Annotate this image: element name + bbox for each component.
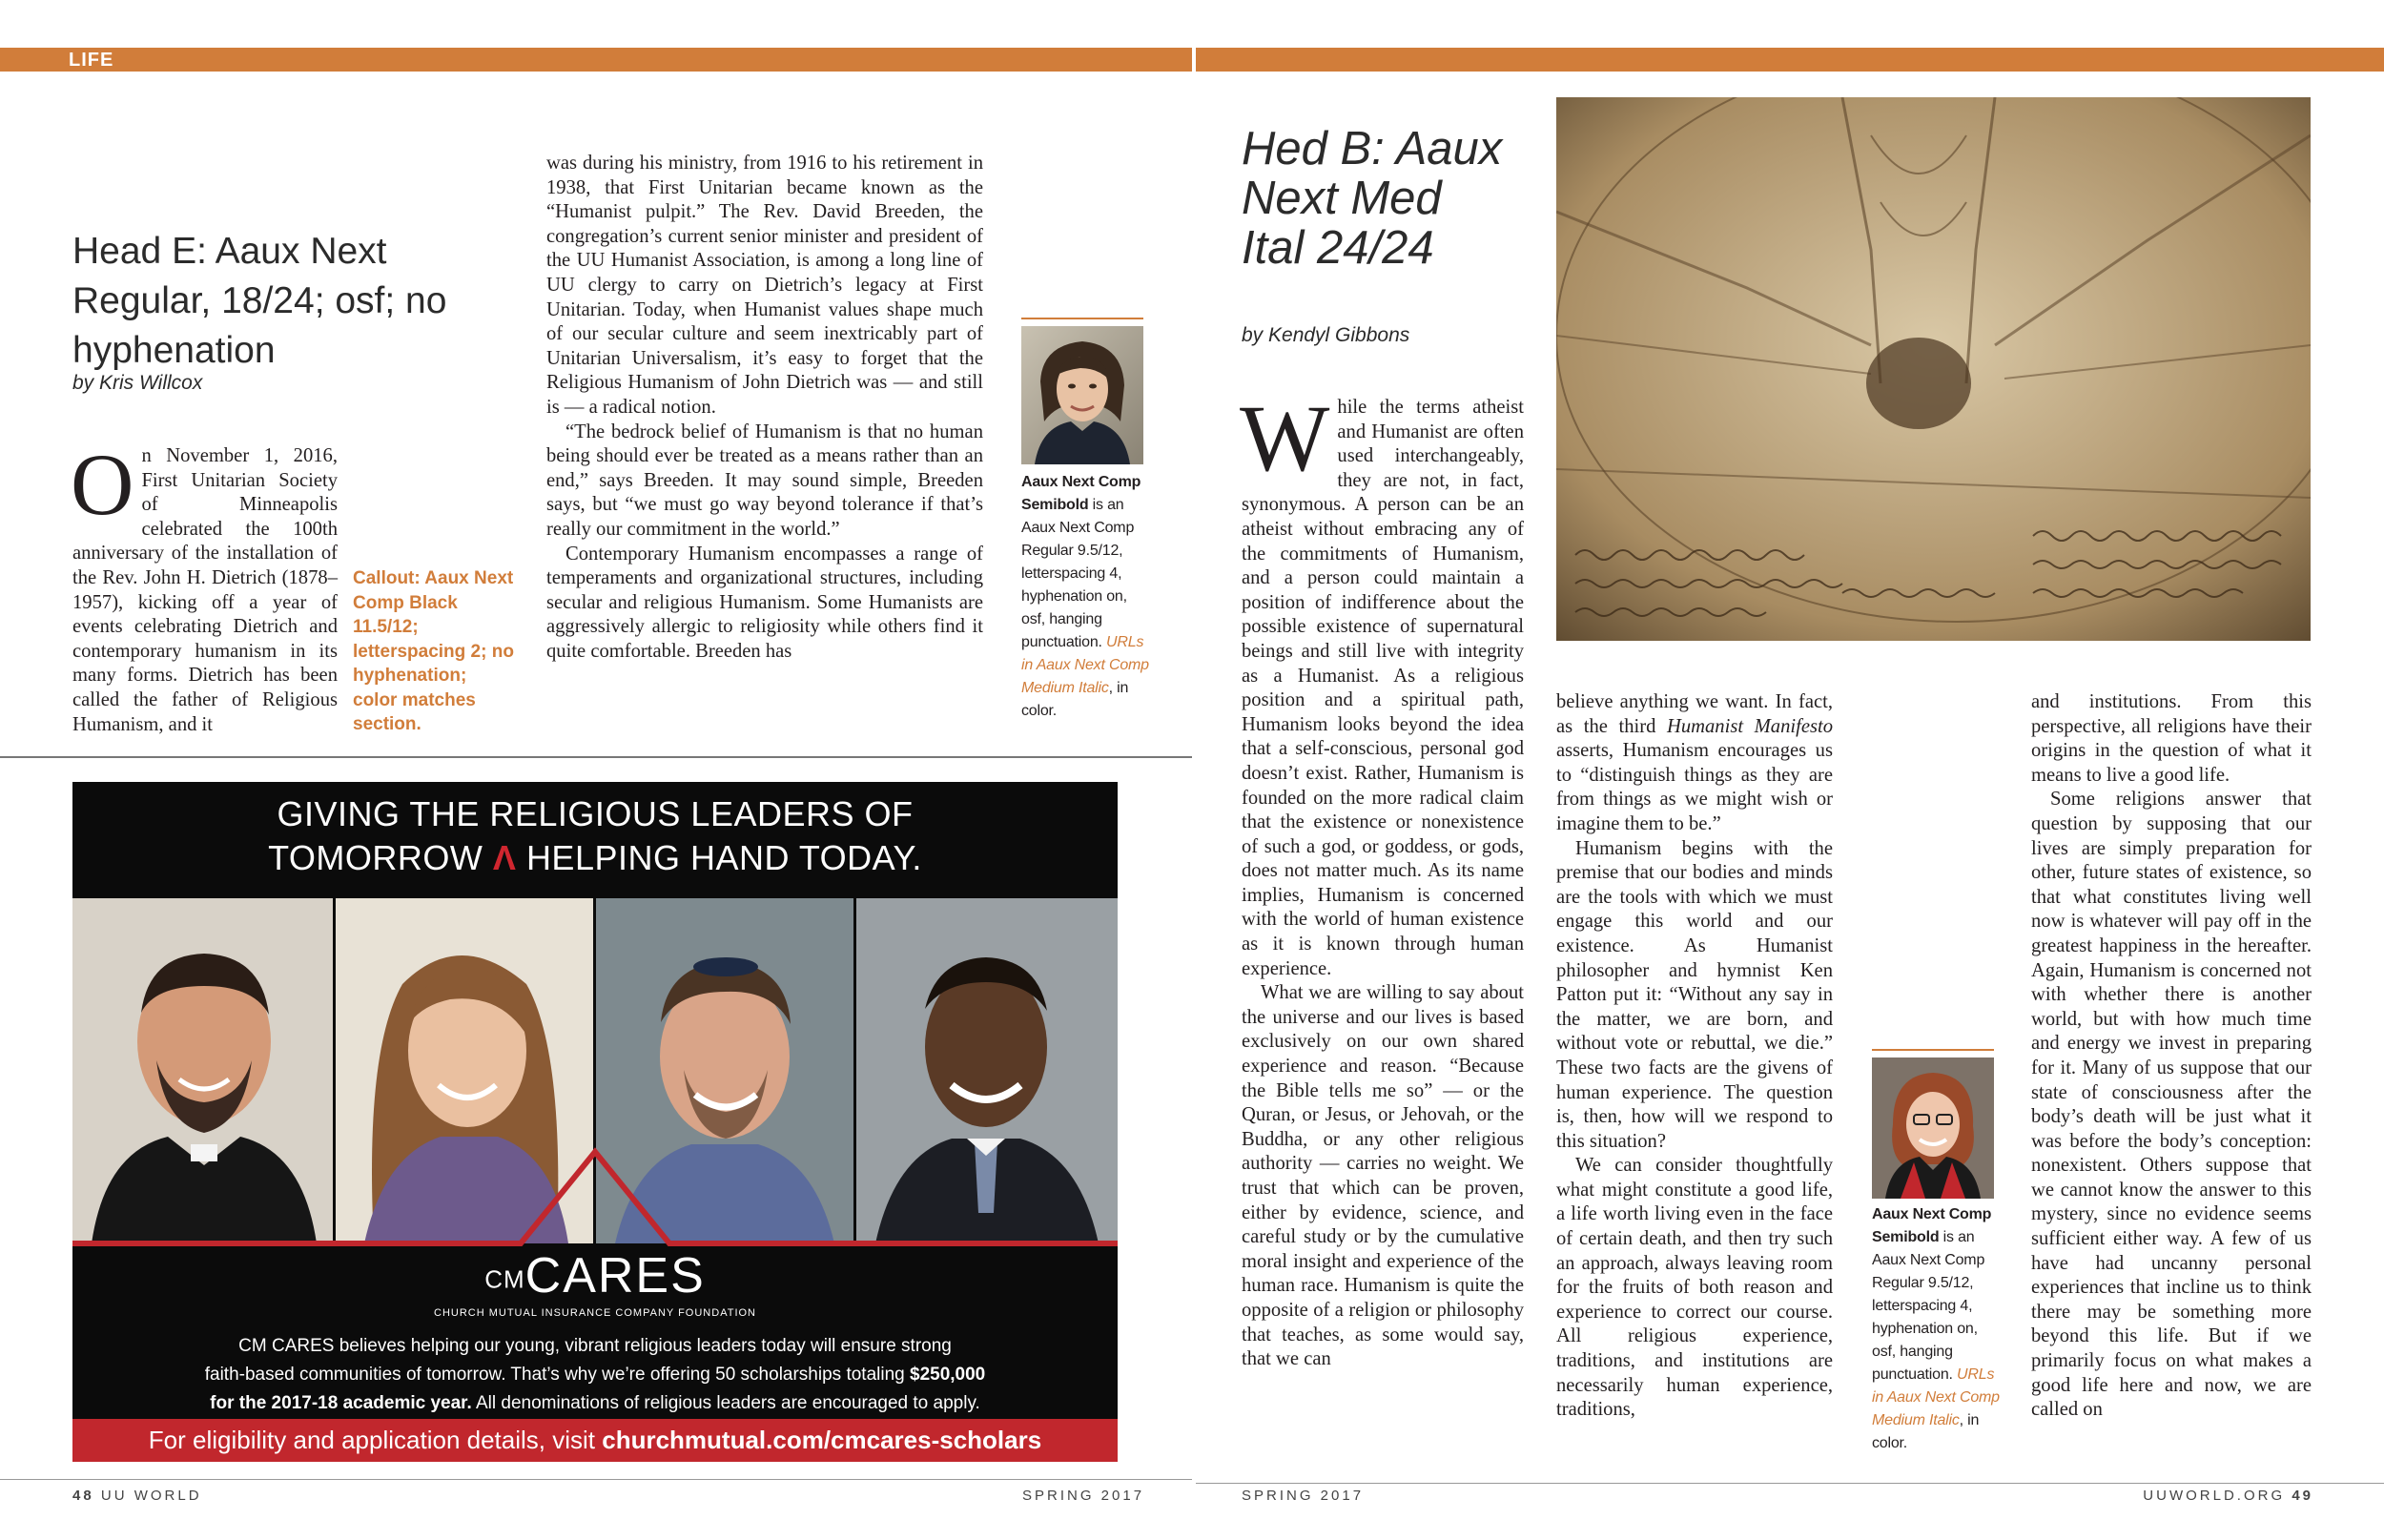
folio-right (2143, 1488, 2313, 1504)
headline: Head E: Aaux Next Regular, 18/24; osf; no hyphenation (72, 231, 447, 371)
publication-name: UU WORLD (100, 1488, 202, 1504)
caption-rule (1021, 318, 1143, 319)
ad-body (72, 1249, 1118, 1418)
logo-cares: CARES (524, 1248, 706, 1304)
advertisement[interactable] (72, 782, 1118, 1462)
divider-rule (0, 756, 1192, 758)
paragraph (1556, 690, 1833, 837)
drop-cap: O (71, 436, 134, 533)
logo-cm: CM (484, 1264, 525, 1294)
portrait-photo (1021, 326, 1143, 464)
caption-link[interactable]: URLs in Aaux Next Comp Medium Italic (1021, 634, 1149, 696)
article-column-1 (71, 436, 338, 737)
photo-caption (1021, 471, 1155, 723)
ad-headline-part: TOMORROW (268, 838, 483, 877)
article-column-1 (1240, 385, 1524, 1372)
ad-copy-line (72, 1389, 1118, 1418)
pull-quote-callout: Callout: Aaux Next Comp Black 11.5/12; letterspacing 2; no hyphenation; color matches section. (353, 568, 514, 734)
drop-cap: W (1240, 385, 1330, 491)
article-column-2 (546, 152, 983, 664)
ad-amount: $250,000 (910, 1365, 986, 1386)
folio-date-left: SPRING 2017 (1022, 1488, 1145, 1504)
footer-rule (1196, 1483, 2384, 1484)
chevron-line-icon (72, 1125, 1118, 1249)
caption-text: is an Aaux Next Comp Regular 9.5/12, letterspacing 4, hyphenation on, osf, hanging punctuation. (1872, 1229, 1985, 1383)
ad-copy-line: CM CARES believes helping our young, vibrant religious leaders today will ensure strong (238, 1336, 952, 1357)
section-bar-right (1196, 48, 2384, 72)
byline: by Kendyl Gibbons (1242, 324, 1410, 346)
page-number: 48 (72, 1488, 94, 1504)
ad-copy-part: faith-based communities of tomorrow. That’s why we’re offering 50 scholarships totaling (204, 1365, 910, 1386)
byline: by Kris Willcox (72, 372, 203, 394)
article-column-2 (1556, 690, 1833, 1423)
ad-copy-part: All denominations of religious leaders are encouraged to apply. (471, 1393, 980, 1414)
section-bar-left (0, 48, 1192, 72)
ad-headline-line-1: GIVING THE RELIGIOUS LEADERS OF (277, 794, 914, 833)
caption-tail: , in color. (1021, 680, 1129, 719)
website[interactable]: UUWORLD.ORG (2143, 1488, 2286, 1504)
ad-copy-bold: for the 2017-18 academic year. (210, 1393, 472, 1414)
ad-copy (72, 1332, 1118, 1418)
caption-link[interactable]: URLs in Aaux Next Comp Medium Italic (1872, 1366, 2000, 1428)
paragraph: “The bedrock belief of Humanism is that no human being should ever be treated as a means rather than an end,” says Breeden. It may sound simple, Breeden says, but “we must go way beyond tolerance if that’s really our commitment in the world.” (546, 421, 983, 540)
section-label: LIFE (69, 50, 114, 71)
ad-cta-bar (72, 1419, 1118, 1462)
page-number: 49 (2292, 1488, 2313, 1504)
paragraph: Contemporary Humanism encompasses a range of temperaments and organizational structures, including secular and religious Humanism. Some Humanists are aggressively allergic to religiosity while others find it quite comfortable. Breeden has (546, 543, 983, 662)
headline: Hed B: Aaux Next Med Ital 24/24 (1242, 123, 1503, 274)
paragraph: What we are willing to say about the universe and our lives is based exclusively on our own shared experience and reason. “Because the Bible tells me so” — or the Quran, or Jesus, or Jehovah, or the Buddha, or any other religious authority — carries no weight. We trust that which can be proven, either by evidence, science, and careful study or by the cumulative moral insight and experience of the human race. Humanism is quite the opposite of a religion or philosophy that teaches, as some would say, that we can (1242, 982, 1524, 1370)
paragraph: We can consider thoughtfully what might constitute a good life, a life worth living even in the face of certain death, and then try such an approach, always leaving room for the fruits of both reason and experience to correct our course. All religious experience, traditions, and institutions are necessarily human experience, traditions, (1556, 1155, 1833, 1421)
vitruvian-sketch-image (1556, 97, 2311, 641)
paragraph: hile the terms atheist and Humanist are often used interchangeably, they are not, in fact, synonymous. A person can be an atheist without embracing any of the commitments of Humanism, and a person could maintain a position of indifference about the possible existence of supernatural beings and still live with integrity as a Humanist. As a religious position and a spiritual path, Humanism looks beyond the idea that a self-conscious, personal god doesn’t exist. Rather, Humanism is founded on the more radical claim that the existence or nonexistence of such a god, or goddess, or gods, does not matter much. As its name implies, Humanism is concerned with the world of human existence as it is known through human experience. (1242, 397, 1524, 979)
book-title: Humanist Manifesto (1666, 715, 1834, 737)
paragraph: Some religions answer that question by supposing that our lives are simply preparation for other, future states of existence, so that what constitutes living well now is whatever will pay off in the greatest happiness in the hereafter. Again, Humanism is concerned not with whether there is another world, but with how much time and energy we invest in preparing for it. Many of us suppose that our state of consciousness after the body’s death will be just what it was before the body’s conception: nonexistent. Others suppose that we cannot know the answer to this mystery, since no evidence seems sufficient either way. A few of us have had uncanny personal experiences that incline us to think there may be something more beyond this life. But if we primarily focus on what makes a good life here and now, we are called on (2031, 789, 2312, 1421)
ad-cta-text: For eligibility and application details, visit (148, 1426, 603, 1454)
folio-left (72, 1488, 202, 1504)
paragraph: Humanism begins with the premise that our bodies and minds are the tools with which we must engage this world and our existence. As Humanist philosopher and hymnist Ken Patton put it: “Without any say in the matter, we are born, and without vote or rebuttal, we die.” These two facts are the givens of human experience. The question is, then, how will we respond to this situation? (1556, 837, 1833, 1152)
paragraph: and institutions. From this perspective, all religions have their origins in the question of what it means to live a good life. (2031, 691, 2312, 786)
folio-date-right: SPRING 2017 (1242, 1488, 1365, 1504)
caption-bold: Aaux Next Comp Semibold (1021, 474, 1141, 513)
footer-rule (0, 1479, 1192, 1480)
photo-caption (1872, 1203, 2005, 1455)
logo-subtitle: CHURCH MUTUAL INSURANCE COMPANY FOUNDATION (434, 1307, 756, 1320)
paragraph: was during his ministry, from 1916 to his retirement in 1938, that First Unitarian became known as the “Humanist pulpit.” The Rev. David Breeden, the congregation’s current senior minister and president of the UU Humanist Association, is among a long line of UU clergy to carry on Dietrich’s legacy at First Unitarian. Today, when Humanist values shape much of our secular culture and seem inextricably part of Unitarian Universalism, it’s easy to forget that the Religious Humanism of John Dietrich was — and still is — a radical notion. (546, 153, 983, 418)
caption-rule (1872, 1049, 1994, 1051)
paragraph: n November 1, 2016, First Unitarian Society of Minneapolis celebrated the 100th anniversary of the installation of the Rev. John H. Dietrich (1878–1957), kicking off a year of events celebrating Dietrich and contemporary humanism in its many forms. Dietrich has been called the father of Religious Humanism, and it (72, 445, 338, 735)
ad-cta-link[interactable]: churchmutual.com/cmcares-scholars (602, 1426, 1042, 1454)
chevron-icon: Λ (492, 838, 517, 877)
ad-headline (72, 782, 1118, 891)
ad-headline-part: HELPING HAND TODAY. (525, 838, 922, 877)
caption-tail: , in color. (1872, 1412, 1980, 1451)
caption-bold: Aaux Next Comp Semibold (1872, 1206, 1992, 1245)
ad-headline-line-2 (72, 836, 1118, 880)
ad-copy-line (72, 1361, 1118, 1389)
paragraph-part: believe anything we want. In fact, as the third (1556, 691, 1833, 737)
caption-text: is an Aaux Next Comp Regular 9.5/12, letterspacing 4, hyphenation on, osf, hanging punctuation. (1021, 497, 1135, 650)
ad-logo (72, 1249, 1118, 1305)
paragraph-part: asserts, Humanism encourages us to “distinguish things as they are from things as we might wish or imagine them to be.” (1556, 740, 1833, 834)
article-column-3 (2031, 690, 2312, 1423)
portrait-photo (1872, 1057, 1994, 1199)
